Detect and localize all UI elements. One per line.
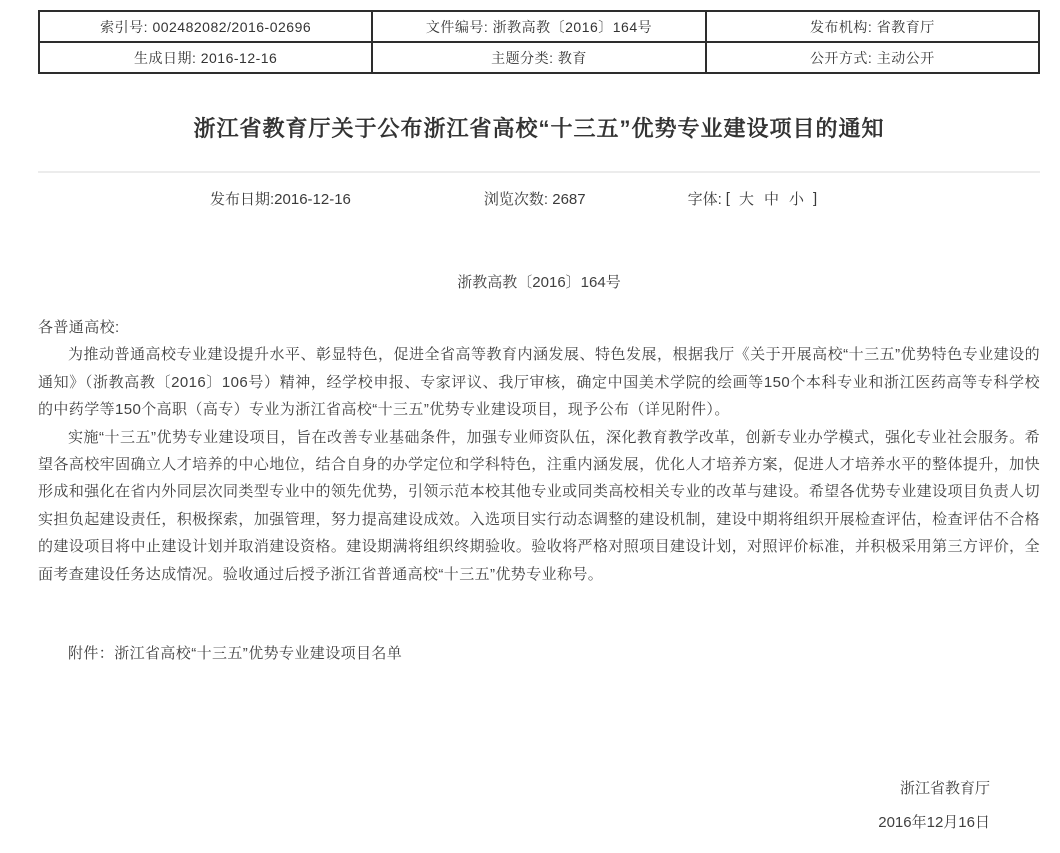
salutation: 各普通高校: (38, 319, 120, 336)
font-size-control (688, 188, 822, 209)
view-count: 浏览次数: 2687 (483, 190, 586, 208)
font-size-small-button[interactable]: 小 (789, 190, 805, 208)
table-row (39, 42, 1039, 73)
font-size-label: 字体: (687, 190, 722, 208)
font-size-large-button[interactable]: 大 (738, 190, 754, 208)
subject-category-cell: 主题分类: 教育 (372, 42, 705, 73)
table-row (39, 11, 1039, 42)
document-body (38, 314, 1040, 588)
notice-page (38, 0, 1040, 833)
publish-date: 发布日期:2016-12-16 (210, 190, 351, 208)
paragraph: 为推动普通高校专业建设提升水平、彰显特色，促进全省高等教育内涵发展、特色发展，根据我厅《关于开展高校“十三五”优势特色专业建设的通知》（浙教高教〔2016〕106号）精神，经学校申报、专家评议、我厅审核，确定中国美术学院的绘画等150个本科专业和浙江医药高等专科学校的中药学等150个高职（高专）专业为浙江省高校“十三五”优势专业建设项目，现予公布（详见附件）。 (38, 346, 1040, 419)
document-number: 浙教高教〔2016〕164号 (457, 274, 621, 291)
creation-date-cell: 生成日期: 2016-12-16 (39, 42, 372, 73)
attachment-line: 附件：浙江省高校“十三五”优势专业建设项目名单 (68, 645, 403, 663)
paragraph: 实施“十三五”优势专业建设项目，旨在改善专业基础条件，加强专业师资队伍，深化教育教学改革，创新专业办学模式，强化专业社会服务。希望各高校牢固确立人才培养的中心地位，结合自身的办学定位和学科特色，注重内涵发展，优化人才培养方案，促进人才培养水平的整体提升，加快形成和强化在省内外同层次同类型专业中的领先优势，引领示范本校其他专业或同类高校相关专业的改革与建设。希望各优势专业建设项目负责人切实担负起建设责任，积极探索，加强管理，努力提高建设成效。入选项目实行动态调整的建设机制，建设中期将组织开展检查评估，检查评估不合格的建设项目将中止建设计划并取消建设资格。建设期满将组织终期验收。验收将严格对照项目建设计划，对照评价标准，并积极采用第三方评价，全面考查建设任务达成情况。验收通过后授予浙江省普通高校“十三五”优势专业称号。 (38, 428, 1040, 583)
title-divider (38, 171, 1040, 173)
bracket-open: [ (725, 189, 730, 207)
document-info-table (38, 10, 1040, 74)
font-size-medium-button[interactable]: 中 (763, 190, 779, 208)
signature-date: 2016年12月16日 (878, 814, 990, 832)
disclosure-method-cell: 公开方式: 主动公开 (706, 42, 1039, 73)
signature-block (38, 779, 1040, 833)
page-title: 浙江省教育厅关于公布浙江省高校“十三五”优势专业建设项目的通知 (193, 116, 885, 141)
signature-agency: 浙江省教育厅 (899, 780, 990, 798)
index-number-cell: 索引号: 002482082/2016-02696 (39, 11, 372, 42)
bracket-close: ] (813, 189, 818, 207)
meta-toolbar (210, 187, 1040, 209)
issuing-agency-cell: 发布机构: 省教育厅 (706, 11, 1039, 42)
file-number-cell: 文件编号: 浙教高教〔2016〕164号 (372, 11, 705, 42)
